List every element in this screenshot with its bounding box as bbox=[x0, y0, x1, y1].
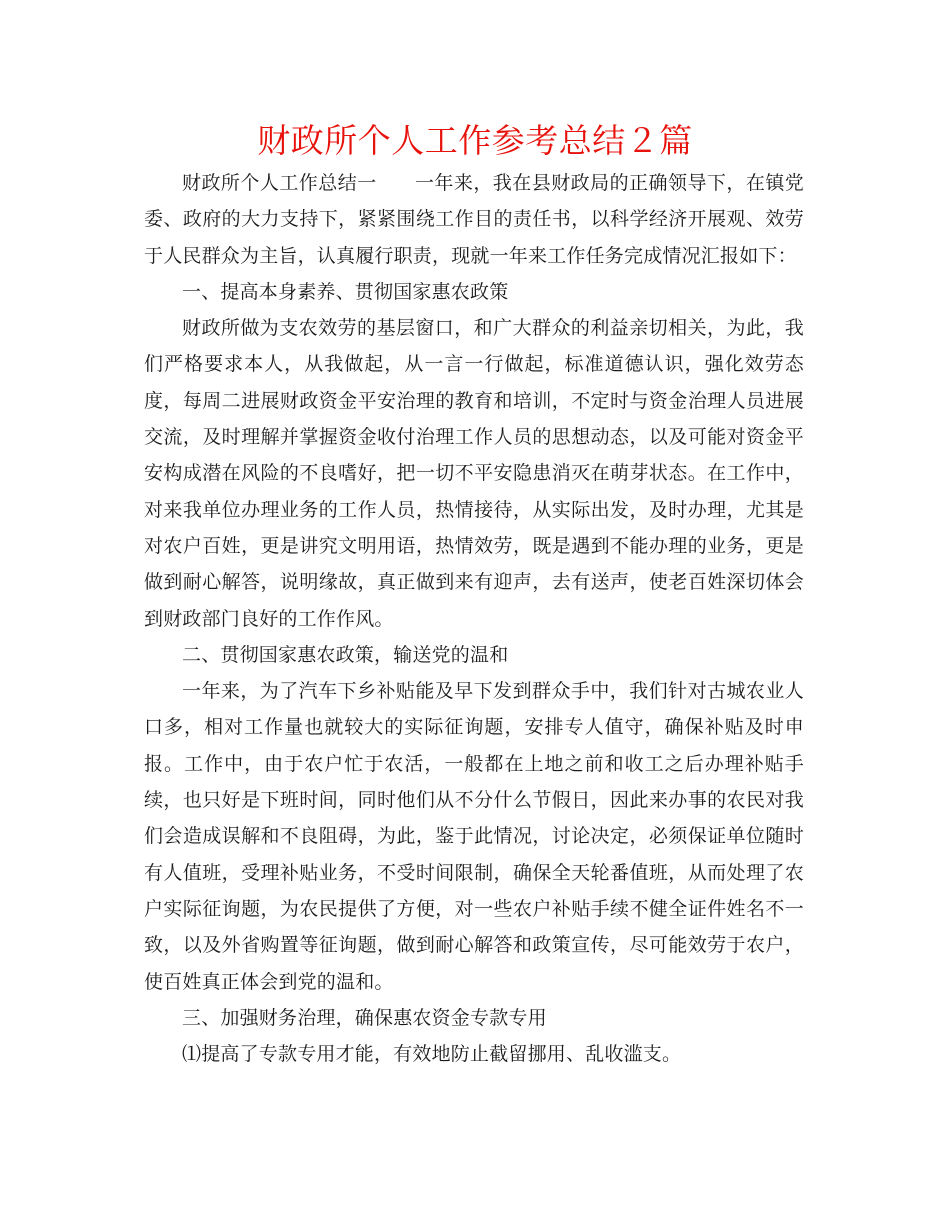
section3-item-1: ⑴提高了专款专用才能，有效地防止截留挪用、乱收滥支。 bbox=[182, 1043, 682, 1066]
intro-text: 一年来，我在县财政局的正确领导下，在镇党委、政府的大力支持下，紧紧围绕工作目的责任书，以科学经济开展观、效劳于人民群众为主旨，认真履行职责，现就一年来工作任务完成情况汇报如下： bbox=[144, 172, 804, 267]
section3-heading: 三、加强财务治理，确保惠农资金专款专用 bbox=[182, 1006, 547, 1029]
document-title: 财政所个人工作参考总结２篇 bbox=[257, 121, 693, 160]
intro-lead: 财政所个人工作总结一 bbox=[182, 172, 377, 194]
intro-paragraph bbox=[144, 165, 804, 274]
section2-paragraph: 一年来，为了汽车下乡补贴能及早下发到群众手中，我们针对古城农业人口多，相对工作量也就较大的实际征询题，安排专人值守，确保补贴及时申报。工作中，由于农户忙于农活，一般都在上地之前和收工之后办理补贴手续，也只好是下班时间，同时他们从不分什么节假日，因此来办事的农民对我们会造成误解和不良阻碍，为此，鉴于此情况，讨论决定，必须保证单位随时有人值班，受理补贴业务，不受时间限制，确保全天轮番值班，从而处理了农户实际征询题，为农民提供了方便，对一些农户补贴手续不健全证件姓名不一致，以及外省购置等征询题，做到耐心解答和政策宣传，尽可能效劳于农户，使百姓真正体会到党的温和。 bbox=[144, 680, 804, 993]
section2-heading: 二、贯彻国家惠农政策，输送党的温和 bbox=[182, 643, 509, 666]
section1-heading: 一、提高本身素养、贯彻国家惠农政策 bbox=[182, 280, 509, 303]
document-body bbox=[144, 165, 804, 1072]
section1-paragraph: 财政所做为支农效劳的基层窗口，和广大群众的利益亲切相关，为此，我们严格要求本人，从我做起，从一言一行做起，标准道德认识，强化效劳态度，每周二进展财政资金平安治理的教育和培训，不定时与资金治理人员进展交流，及时理解并掌握资金收付治理工作人员的思想动态，以及可能对资金平安构成潜在风险的不良嗜好，把一切不平安隐患消灭在萌芽状态。在工作中，对来我单位办理业务的工作人员，热情接待，从实际出发，及时办理，尤其是对农户百姓，更是讲究文明用语，热情效劳，既是遇到不能办理的业务，更是做到耐心解答，说明缘故，真正做到来有迎声，去有送声，使老百姓深切体会到财政部门良好的工作作风。 bbox=[144, 317, 804, 630]
